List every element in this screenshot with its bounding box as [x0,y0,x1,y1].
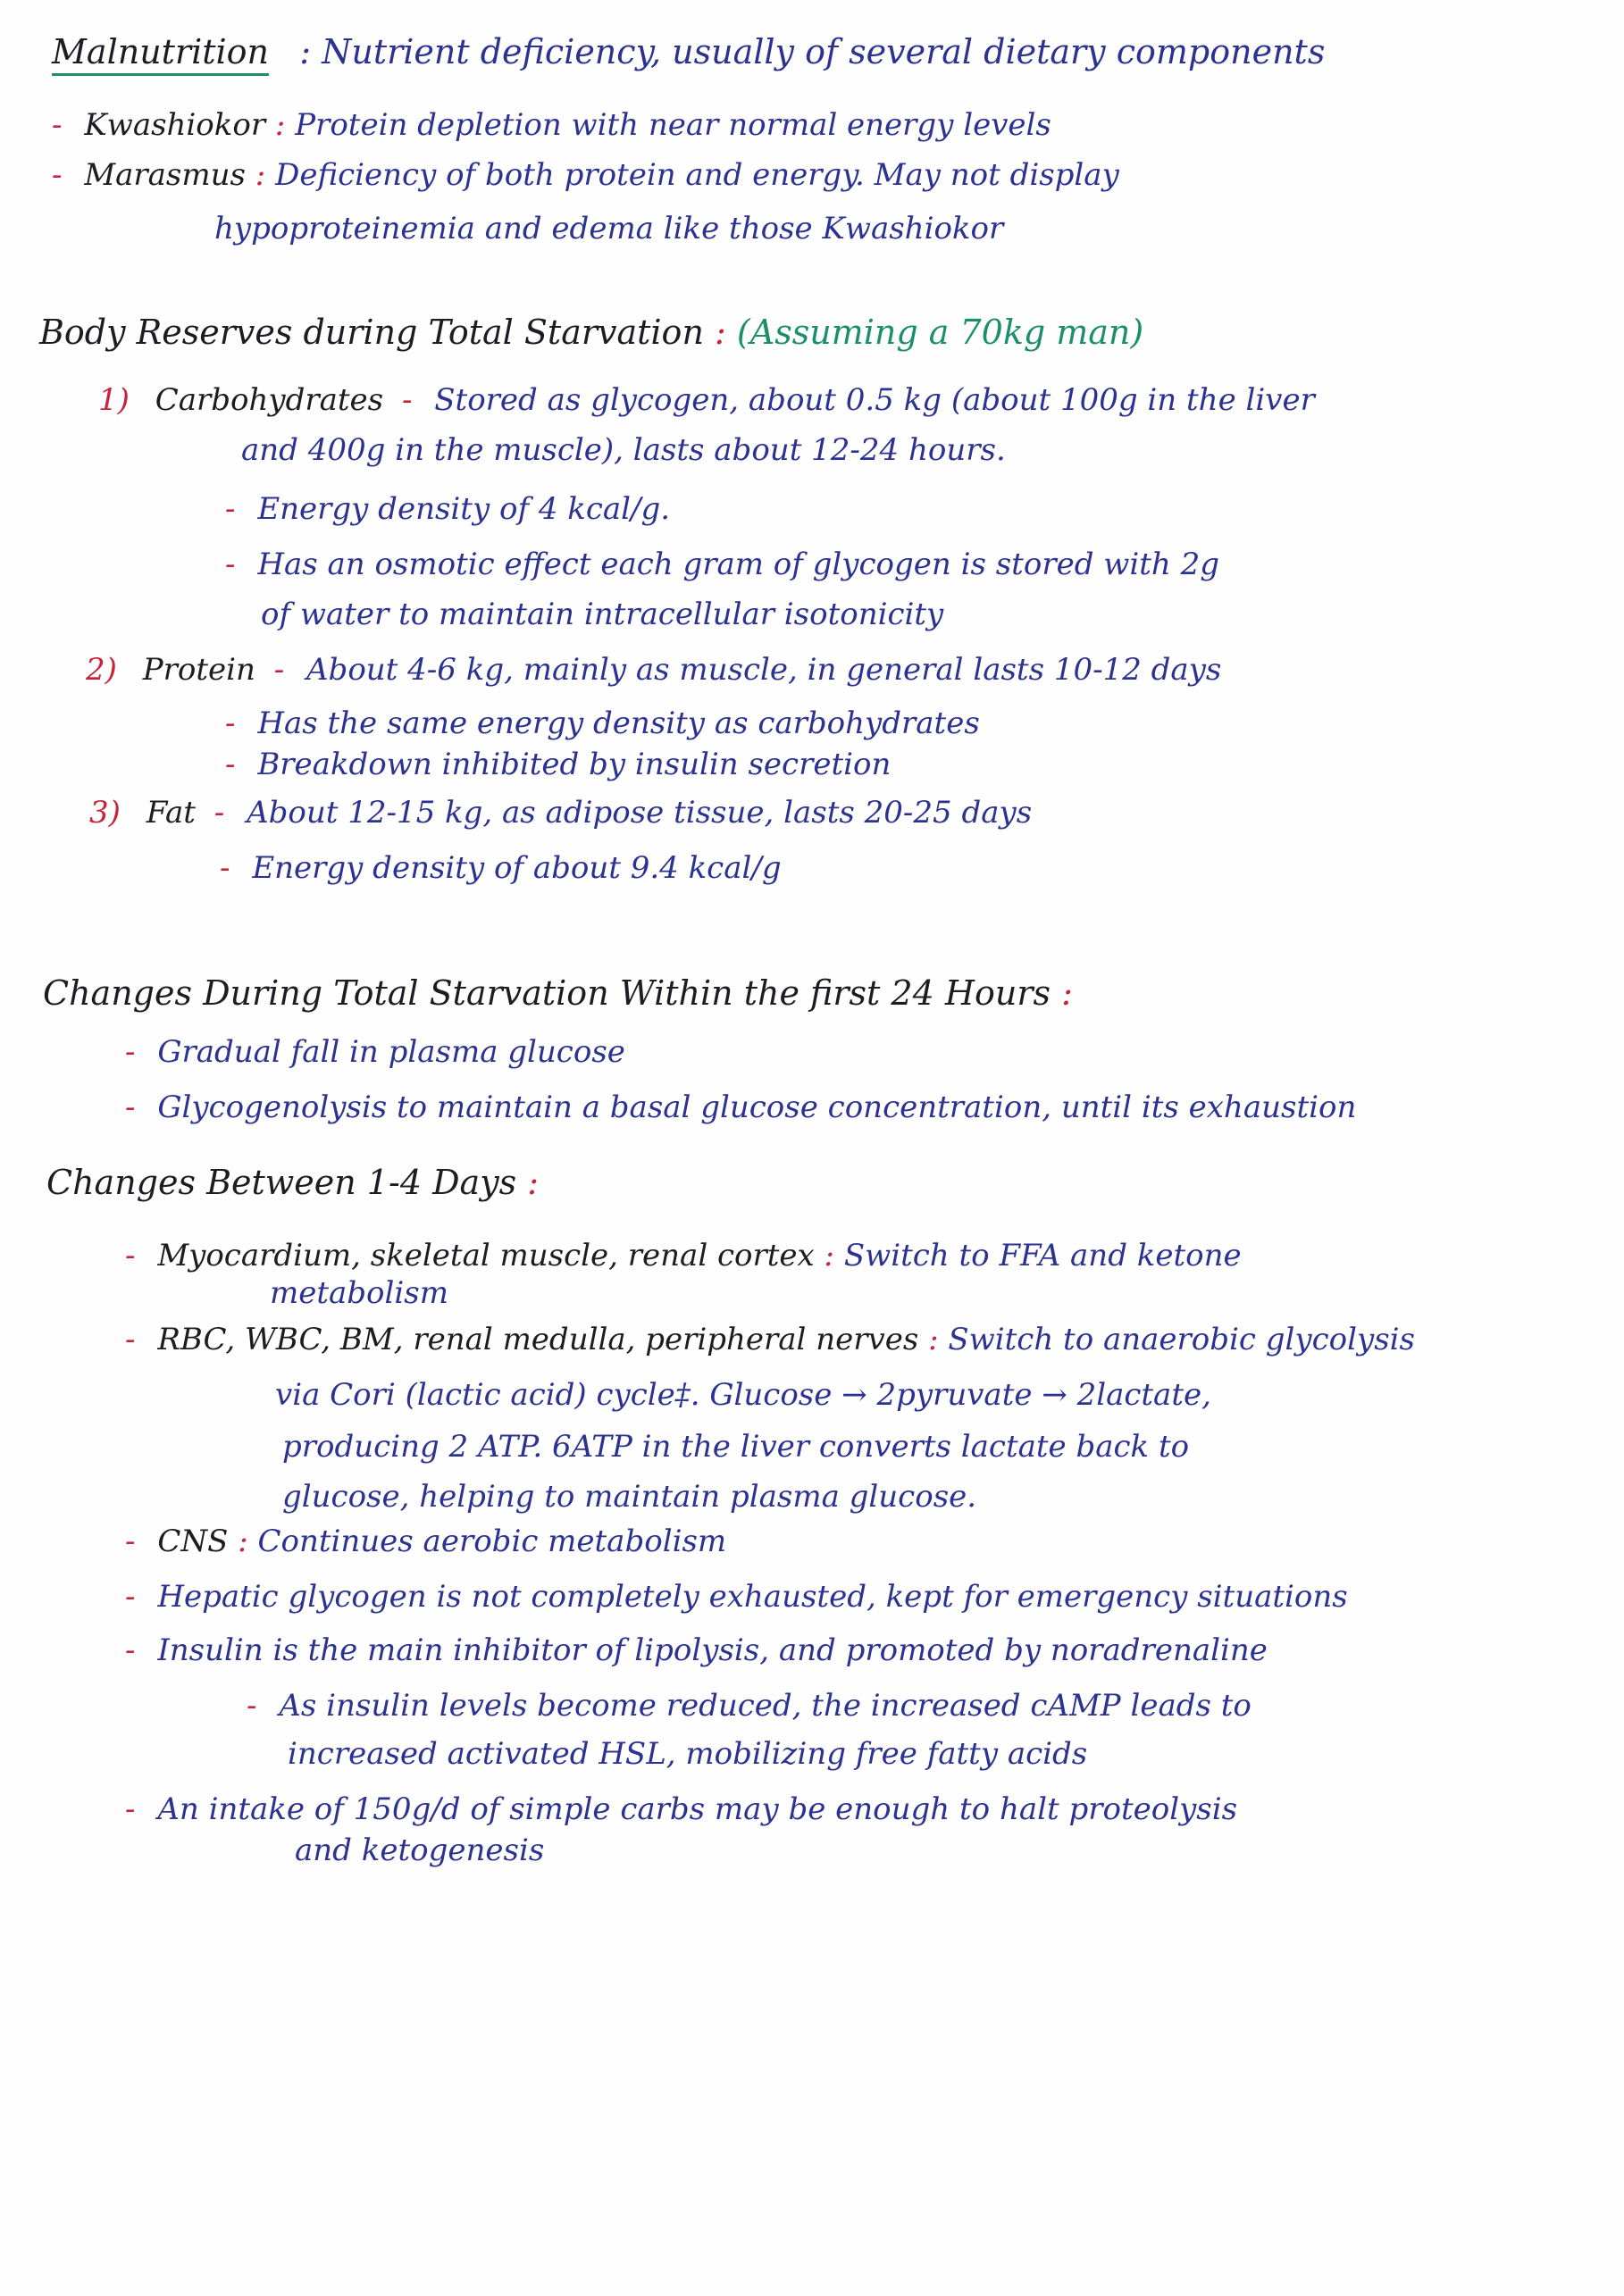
malnutrition-heading [52,34,1325,70]
days-item-text: Switch to FFA and ketone [843,1238,1242,1273]
colon: : [238,1524,248,1559]
section-number: 3) [89,795,121,831]
days-item [125,1322,1415,1357]
kwashiokor-term: Kwashiokor [84,107,266,143]
fat-text: About 12-15 kg, as adipose tissue, lasts 20-25 days [247,795,1033,831]
bullet-dash: - [225,491,236,527]
protein-term: Protein [142,652,255,688]
days-item-continuation: glucose, helping to maintain plasma glucose. [282,1479,977,1515]
colon: : [824,1238,835,1273]
days-item-text: Switch to anaerobic glycolysis [948,1322,1415,1357]
days-item-term: RBC, WBC, BM, renal medulla, peripheral nerves [157,1322,919,1357]
protein-sub-text: Has the same energy density as carbohydrates [257,705,980,741]
days-item-continuation: and ketogenesis [295,1833,545,1868]
protein-sub-text: Breakdown inhibited by insulin secretion [257,747,892,782]
carb-sub-text: Has an osmotic effect each gram of glycogen is stored with 2g [257,547,1220,582]
protein-sub-item [225,747,891,782]
colon: : [255,157,266,193]
reserves-note: (Assuming a 70kg man) [736,313,1144,352]
bullet-dash: - [220,850,230,886]
section-number: 2) [86,652,117,688]
bullet-dash: - [52,157,63,193]
days-item [125,1791,1237,1827]
days-item-text: Continues aerobic metabolism [257,1524,727,1559]
carb-sub-text: Energy density of 4 kcal/g. [257,491,671,527]
marasmus-continuation: hypoproteinemia and edema like those Kwashiokor [214,211,1004,246]
bullet-dash: - [52,107,63,143]
bullet-dash: - [125,1034,136,1070]
days-item [125,1632,1268,1668]
first24-title: Changes During Total Starvation Within the first 24 Hours [43,973,1051,1013]
bullet-dash: - [247,1688,257,1724]
marasmus-item [52,157,1119,193]
days-item-text: Hepatic glycogen is not completely exhausted, kept for emergency situations [157,1579,1348,1615]
first24-item [125,1090,1356,1125]
colon: : [715,313,726,352]
carbohydrates-continuation: and 400g in the muscle), lasts about 12-24 hours. [241,432,1006,468]
colon: : [527,1163,540,1202]
carbohydrates-text: Stored as glycogen, about 0.5 kg (about 100g in the liver [434,382,1315,418]
bullet-dash: - [125,1238,136,1273]
bullet-dash: - [125,1090,136,1125]
protein-item [86,652,1221,688]
marasmus-text: Deficiency of both protein and energy. May not display [275,157,1119,193]
first24-item [125,1034,625,1070]
colon: : [1061,973,1073,1013]
section-number: 1) [98,382,130,418]
kwashiokor-item [52,107,1051,143]
carb-sub-continuation: of water to maintain intracellular isotonicity [261,597,944,632]
bullet-dash: - [225,547,236,582]
carb-sub-item [225,491,670,527]
first24-text: Gradual fall in plasma glucose [157,1034,625,1070]
insulin-sub-continuation: increased activated HSL, mobilizing free fatty acids [288,1736,1088,1772]
days-item [125,1238,1242,1273]
days-item-text: An intake of 150g/d of simple carbs may be enough to halt proteolysis [157,1791,1238,1827]
protein-text: About 4-6 kg, mainly as muscle, in general lasts 10-12 days [306,652,1222,688]
fat-sub-item [220,850,782,886]
days-item [125,1524,726,1559]
first24-heading [43,975,1073,1011]
insulin-sub-text: As insulin levels become reduced, the increased cAMP leads to [279,1688,1251,1724]
days-item-term: CNS [157,1524,229,1559]
days-item-continuation: producing 2 ATP. 6ATP in the liver converts lactate back to [282,1429,1190,1465]
bullet-dash: - [225,705,236,741]
days1to4-title: Changes Between 1-4 Days [46,1163,517,1202]
days-item-continuation: metabolism [270,1275,448,1311]
days1to4-heading [46,1165,539,1200]
bullet-dash: - [225,747,236,782]
carbohydrates-term: Carbohydrates [155,382,384,418]
fat-item [89,795,1032,831]
bullet-dash: - [273,652,285,688]
bullet-dash: - [125,1524,136,1559]
reserves-title: Body Reserves during Total Starvation [39,313,704,352]
bullet-dash: - [125,1579,136,1615]
bullet-dash: - [401,382,413,418]
bullet-dash: - [125,1632,136,1668]
reserves-heading [39,314,1143,350]
days-item-continuation: via Cori (lactic acid) cycle‡. Glucose → 2pyruvate → 2lactate, [275,1377,1211,1413]
kwashiokor-text: Protein depletion with near normal energy levels [295,107,1051,143]
protein-sub-item [225,705,980,741]
days-item-text: Insulin is the main inhibitor of lipolysis, and promoted by noradrenaline [157,1632,1268,1668]
colon: : [928,1322,939,1357]
malnutrition-term: Malnutrition [52,32,269,76]
bullet-dash: - [125,1322,136,1357]
insulin-sub-item [247,1688,1251,1724]
days-item-term: Myocardium, skeletal muscle, renal cortex [157,1238,815,1273]
bullet-dash: - [125,1791,136,1827]
fat-term: Fat [146,795,196,831]
first24-text: Glycogenolysis to maintain a basal glucose concentration, until its exhaustion [157,1090,1357,1125]
days-item [125,1579,1348,1615]
malnutrition-definition: : Nutrient deficiency, usually of several dietary components [299,32,1326,71]
fat-sub-text: Energy density of about 9.4 kcal/g [252,850,782,886]
marasmus-term: Marasmus [84,157,246,193]
bullet-dash: - [213,795,225,831]
carbohydrates-item [98,382,1315,418]
carb-sub-item [225,547,1219,582]
colon: : [274,107,286,143]
